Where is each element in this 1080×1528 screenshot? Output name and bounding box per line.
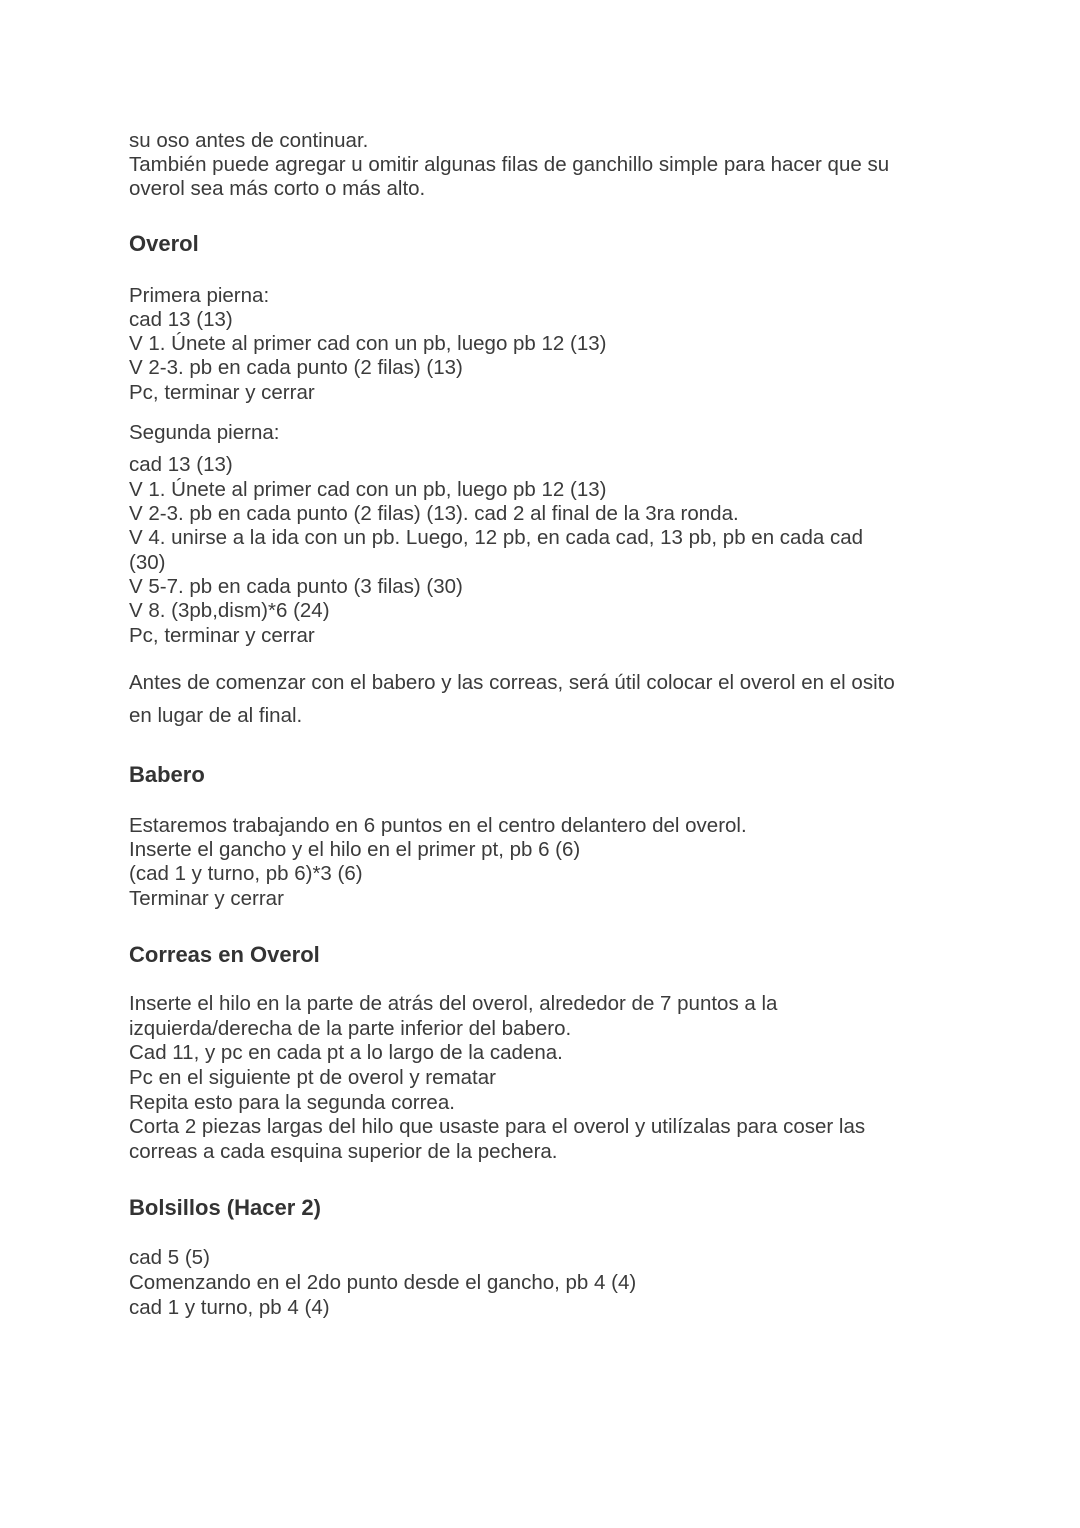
babero-line: Terminar y cerrar (129, 887, 284, 910)
segunda-pierna-line: V 1. Únete al primer cad con un pb, luego pb 12 (13) (129, 478, 607, 501)
intro-line: overol sea más corto o más alto. (129, 177, 426, 200)
correas-line: izquierda/derecha de la parte inferior del babero. (129, 1017, 572, 1040)
section-heading-bolsillos: Bolsillos (Hacer 2) (129, 1195, 321, 1220)
correas-line: Cad 11, y pc en cada pt a lo largo de la cadena. (129, 1041, 563, 1064)
bolsillos-line: cad 5 (5) (129, 1246, 210, 1269)
segunda-pierna-line: V 5-7. pb en cada punto (3 filas) (30) (129, 575, 463, 598)
overol-note-line: Antes de comenzar con el babero y las correas, será útil colocar el overol en el osito (129, 671, 895, 694)
bolsillos-line: cad 1 y turno, pb 4 (4) (129, 1296, 330, 1319)
babero-line: (cad 1 y turno, pb 6)*3 (6) (129, 862, 363, 885)
babero-line: Estaremos trabajando en 6 puntos en el centro delantero del overol. (129, 814, 747, 837)
intro-line: su oso antes de continuar. (129, 129, 369, 152)
correas-line: Inserte el hilo en la parte de atrás del overol, alrededor de 7 puntos a la (129, 992, 778, 1015)
segunda-pierna-line: V 8. (3pb,dism)*6 (24) (129, 599, 330, 622)
primera-pierna-line: Pc, terminar y cerrar (129, 381, 315, 404)
primera-pierna-line: Primera pierna: (129, 284, 270, 307)
primera-pierna-line: V 1. Únete al primer cad con un pb, luego pb 12 (13) (129, 332, 607, 355)
segunda-pierna-line: cad 13 (13) (129, 453, 233, 476)
correas-line: correas a cada esquina superior de la pechera. (129, 1140, 558, 1163)
section-heading-overol: Overol (129, 231, 199, 256)
segunda-pierna-line: Pc, terminar y cerrar (129, 624, 315, 647)
correas-line: Corta 2 piezas largas del hilo que usaste para el overol y utilízalas para coser las (129, 1115, 866, 1138)
overol-note-line: en lugar de al final. (129, 704, 303, 727)
segunda-pierna-line: V 4. unirse a la ida con un pb. Luego, 12 pb, en cada cad, 13 pb, pb en cada cad (129, 526, 863, 549)
correas-line: Pc en el siguiente pt de overol y rematar (129, 1066, 496, 1089)
intro-line: También puede agregar u omitir algunas filas de ganchillo simple para hacer que su (129, 153, 890, 176)
babero-line: Inserte el gancho y el hilo en el primer pt, pb 6 (6) (129, 838, 581, 861)
primera-pierna-line: cad 13 (13) (129, 308, 233, 331)
section-heading-correas: Correas en Overol (129, 942, 320, 967)
segunda-pierna-line: (30) (129, 551, 166, 574)
bolsillos-line: Comenzando en el 2do punto desde el gancho, pb 4 (4) (129, 1271, 637, 1294)
correas-line: Repita esto para la segunda correa. (129, 1091, 455, 1114)
section-heading-babero: Babero (129, 762, 205, 787)
segunda-pierna-line: V 2-3. pb en cada punto (2 filas) (13). cad 2 al final de la 3ra ronda. (129, 502, 739, 525)
segunda-pierna-line: Segunda pierna: (129, 421, 280, 444)
primera-pierna-line: V 2-3. pb en cada punto (2 filas) (13) (129, 356, 463, 379)
